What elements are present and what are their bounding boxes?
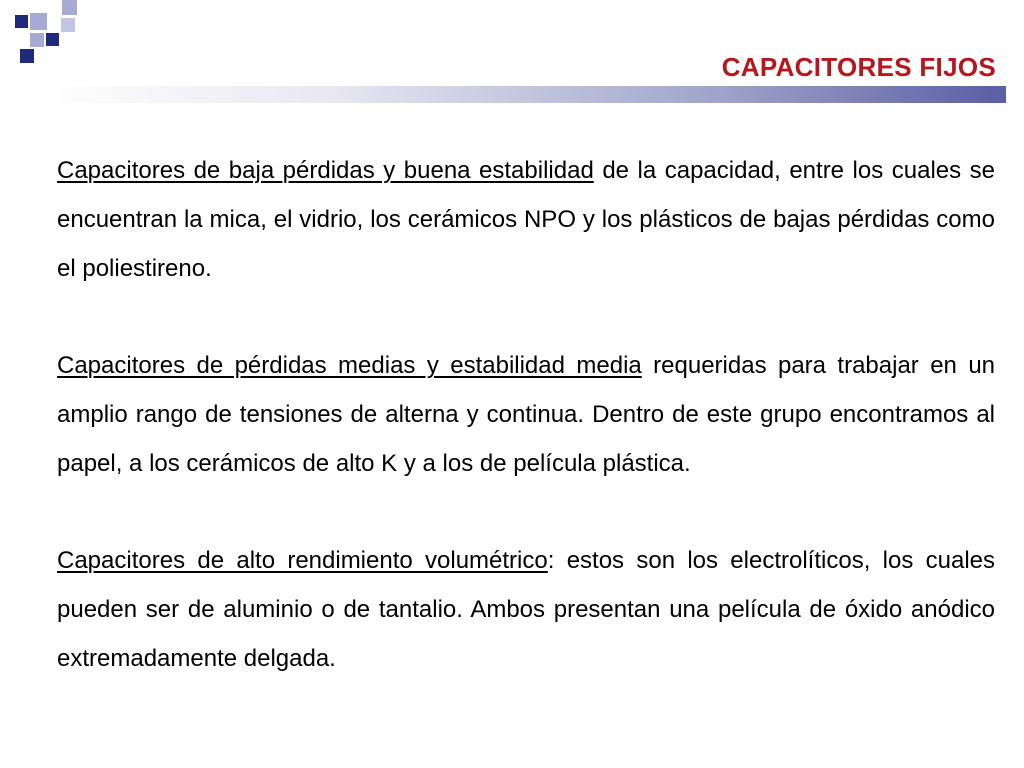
paragraph-text: : estos son los electrolíticos, los cuales pueden ser de aluminio o de tantalio. Ambos presentan una película de óxido anódico extremadamente delgada.: [57, 547, 995, 672]
deco-square-light-3: [30, 33, 44, 47]
deco-square-dark-3: [20, 49, 34, 63]
slide-title: CAPACITORES FIJOS: [721, 52, 996, 82]
deco-square-dark-2: [46, 33, 59, 46]
paragraph-lead: Capacitores de baja pérdidas y buena estabilidad: [57, 157, 594, 184]
paragraph-lead: Capacitores de alto rendimiento volumétrico: [57, 547, 548, 574]
slide-body: [57, 146, 995, 683]
paragraph-text: requeridas para trabajar en un amplio rango de tensiones de alterna y continua. Dentro de este grupo encontramos al papel, a los cerámicos de alto K y a los de película plástica.: [57, 352, 996, 477]
paragraph-medium-loss: [57, 341, 995, 488]
deco-square-light-4: [61, 18, 75, 32]
paragraph-low-loss: [57, 146, 995, 293]
deco-square-light-1: [30, 13, 47, 30]
title-underline-bar: [40, 86, 1006, 103]
deco-square-dark-1: [15, 15, 28, 28]
decorative-squares: [0, 0, 90, 70]
paragraph-lead: Capacitores de pérdidas medias y estabilidad media: [57, 352, 642, 379]
paragraph-high-volumetric: [57, 536, 995, 683]
deco-square-light-2: [62, 0, 77, 15]
paragraph-text: de la capacidad, entre los cuales se encuentran la mica, el vidrio, los cerámicos NPO y los plásticos de bajas pérdidas como el poliestireno.: [57, 157, 995, 282]
